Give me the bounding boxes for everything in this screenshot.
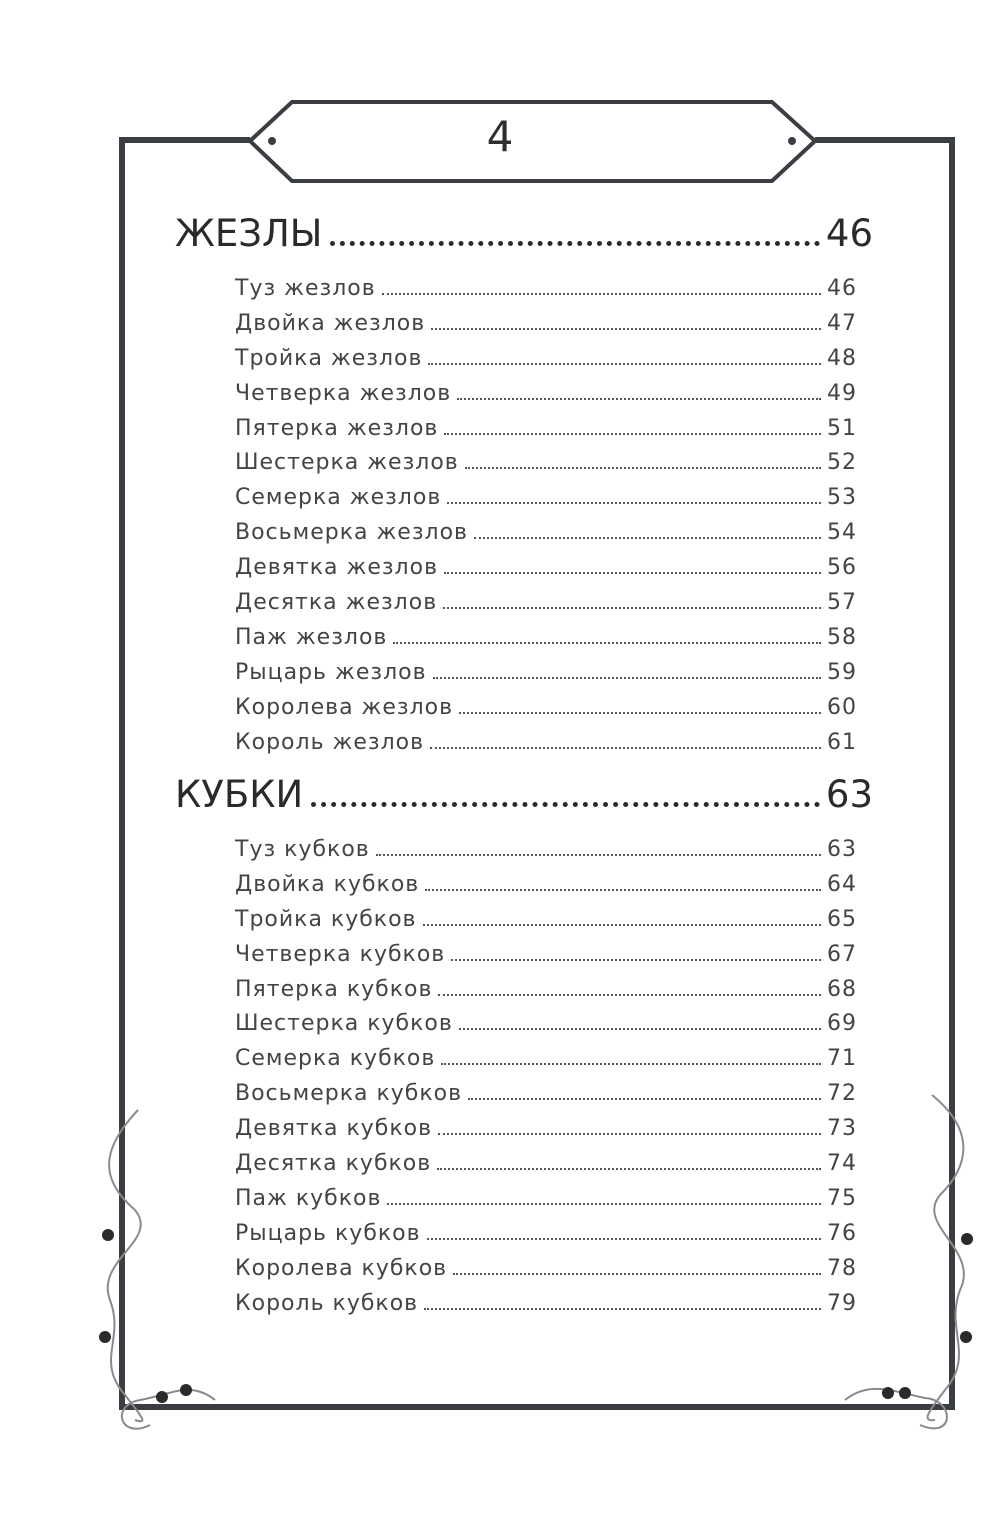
dot-leader [438, 994, 821, 996]
dot-leader [427, 1238, 821, 1240]
entry-label: Туз кубков [235, 837, 370, 862]
entry-label: Десятка жезлов [235, 590, 438, 616]
entry-list [235, 837, 857, 1325]
entry-label: Восьмерка кубков [235, 1081, 463, 1107]
toc-entry[interactable] [235, 872, 857, 907]
toc-section-cups [175, 773, 873, 1325]
toc-entry[interactable] [235, 1081, 857, 1116]
dot-leader [437, 1168, 821, 1170]
entry-label: Девятка жезлов [235, 555, 439, 581]
vine-berry [102, 1229, 114, 1241]
entry-page: 65 [827, 906, 857, 932]
dot-leader [444, 433, 821, 435]
entry-page: 68 [827, 976, 857, 1002]
entry-label: Тройка жезлов [235, 345, 423, 371]
toc-entry[interactable] [235, 485, 857, 520]
vine-berry [156, 1391, 168, 1403]
entry-page: 53 [827, 485, 857, 511]
entry-label: Королева кубков [235, 1255, 448, 1281]
toc-entry[interactable] [235, 1256, 857, 1291]
entry-label: Рыцарь жезлов [235, 659, 427, 685]
entry-page: 58 [827, 624, 857, 650]
dot-leader [459, 712, 821, 714]
entry-label: Четверка жезлов [235, 380, 452, 406]
dot-leader [393, 642, 821, 644]
dot-leader [428, 363, 821, 365]
entry-page: 56 [827, 555, 857, 581]
toc-entry[interactable] [235, 977, 857, 1012]
toc-entry[interactable] [235, 942, 857, 977]
entry-label: Четверка кубков [235, 941, 446, 967]
dot-leader [447, 502, 821, 504]
entry-label: Тройка кубков [235, 906, 417, 932]
entry-label: Шестерка жезлов [235, 450, 459, 476]
entry-label: Семерка жезлов [235, 485, 442, 511]
vine-berry [882, 1387, 894, 1399]
entry-label: Восьмерка жезлов [235, 520, 469, 546]
entry-label: Королева жезлов [235, 694, 454, 720]
entry-page: 63 [827, 837, 857, 862]
toc-entry[interactable] [235, 730, 857, 765]
entry-page: 46 [827, 276, 857, 301]
entry-page: 72 [827, 1081, 857, 1107]
entry-label: Семерка кубков [235, 1046, 436, 1072]
section-heading[interactable] [175, 773, 873, 825]
entry-page: 61 [827, 729, 857, 755]
entry-page: 48 [827, 345, 857, 371]
dot-leader [387, 1203, 821, 1205]
entry-page: 60 [827, 694, 857, 720]
toc-entry[interactable] [235, 1046, 857, 1081]
entry-page: 79 [827, 1290, 857, 1316]
toc-entry[interactable] [235, 1011, 857, 1046]
entry-page: 69 [827, 1011, 857, 1037]
vine-berry [960, 1331, 972, 1343]
toc-entry[interactable] [235, 416, 857, 451]
toc-entry[interactable] [235, 1221, 857, 1256]
dot-leader [444, 572, 821, 574]
entry-label: Король жезлов [235, 729, 425, 755]
section-title: КУБКИ [175, 773, 304, 816]
dot-leader [424, 1308, 821, 1310]
dot-leader [425, 889, 821, 891]
entry-page: 59 [827, 659, 857, 685]
section-heading[interactable] [175, 212, 873, 264]
toc-entry[interactable] [235, 625, 857, 660]
dot-leader [311, 802, 820, 807]
dot-leader [443, 607, 821, 609]
entry-page: 51 [827, 415, 857, 441]
entry-page: 64 [827, 871, 857, 897]
entry-label: Туз жезлов [235, 276, 376, 301]
toc-entry[interactable] [235, 311, 857, 346]
toc-entry[interactable] [235, 1186, 857, 1221]
section-page: 46 [825, 212, 873, 255]
toc-entry[interactable] [235, 1116, 857, 1151]
entry-page: 49 [827, 380, 857, 406]
page-number: 4 [486, 112, 514, 161]
entry-list [235, 276, 857, 764]
entry-page: 76 [827, 1220, 857, 1246]
entry-label: Двойка жезлов [235, 310, 426, 336]
entry-page: 73 [827, 1116, 857, 1142]
vine-berry [180, 1384, 192, 1396]
dot-leader [438, 1133, 821, 1135]
dot-leader [468, 1098, 821, 1100]
entry-label: Двойка кубков [235, 871, 420, 897]
dot-leader [433, 677, 821, 679]
entry-page: 75 [827, 1185, 857, 1211]
toc-entry[interactable] [235, 1151, 857, 1186]
toc-entry[interactable] [235, 837, 857, 872]
toc-entry[interactable] [235, 346, 857, 381]
toc-entry[interactable] [235, 381, 857, 416]
entry-page: 78 [827, 1255, 857, 1281]
dot-leader [459, 1028, 821, 1030]
section-page: 63 [825, 773, 873, 816]
vine-berry [899, 1387, 911, 1399]
dot-leader [441, 1063, 821, 1065]
toc-entry[interactable] [235, 450, 857, 485]
vine-berry [99, 1331, 111, 1343]
section-title: ЖЕЗЛЫ [175, 212, 323, 255]
dot-leader [330, 241, 819, 246]
dot-leader [465, 467, 821, 469]
toc-entry[interactable] [235, 1291, 857, 1326]
toc-entry[interactable] [235, 590, 857, 625]
dot-leader [431, 328, 821, 330]
dot-leader [430, 747, 821, 749]
entry-page: 67 [827, 941, 857, 967]
entry-label: Пятерка кубков [235, 976, 433, 1002]
dot-leader [376, 854, 821, 856]
entry-page: 71 [827, 1046, 857, 1072]
toc-entry[interactable] [235, 520, 857, 555]
entry-page: 54 [827, 520, 857, 546]
entry-page: 74 [827, 1151, 857, 1177]
entry-label: Паж жезлов [235, 624, 388, 650]
toc-entry[interactable] [235, 695, 857, 730]
dot-leader [451, 959, 821, 961]
entry-label: Шестерка кубков [235, 1011, 453, 1037]
dot-leader [423, 924, 821, 926]
toc-entry[interactable] [235, 660, 857, 695]
toc-entry[interactable] [235, 555, 857, 590]
entry-page: 52 [827, 450, 857, 476]
entry-label: Девятка кубков [235, 1116, 433, 1142]
entry-label: Король кубков [235, 1290, 419, 1316]
entry-label: Рыцарь кубков [235, 1220, 421, 1246]
entry-label: Пятерка жезлов [235, 415, 439, 441]
dot-leader [457, 398, 821, 400]
dot-leader [453, 1273, 821, 1275]
vine-berry [961, 1233, 973, 1245]
entry-page: 57 [827, 590, 857, 616]
entry-page: 47 [827, 310, 857, 336]
dot-leader [474, 537, 821, 539]
dot-leader [382, 293, 821, 295]
entry-label: Паж кубков [235, 1185, 382, 1211]
toc-entry[interactable] [235, 907, 857, 942]
entry-label: Десятка кубков [235, 1151, 432, 1177]
toc-entry[interactable] [235, 276, 857, 311]
toc-section-wands [175, 212, 873, 764]
